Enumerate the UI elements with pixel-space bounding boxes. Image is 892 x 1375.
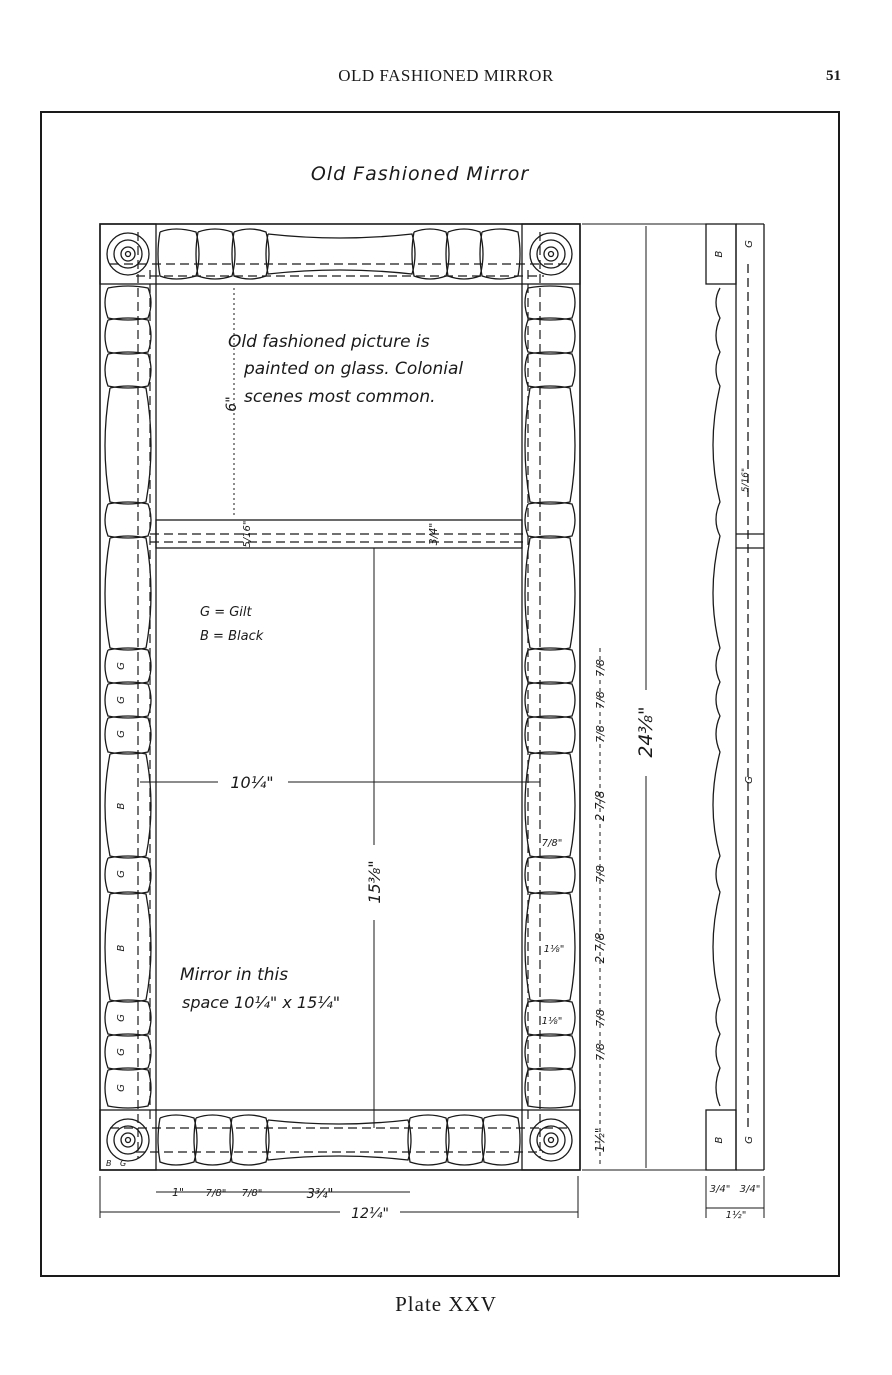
- dim-side-part-6: 2 7/8: [593, 932, 607, 964]
- dim-side-part-2: 7/8: [594, 691, 607, 709]
- dim-side-part-8: 7/8: [594, 1043, 607, 1061]
- dim-rail-a: 5/16": [242, 520, 253, 548]
- dim-bead-width-3: 1⅛": [541, 1016, 563, 1027]
- left-column-mark: G: [116, 870, 127, 878]
- left-column-mark: G: [116, 1048, 127, 1056]
- dim-side-part-4: 2 7/8: [593, 790, 607, 822]
- side-view-mark: G: [744, 776, 755, 784]
- rosette-bottom-left: [107, 1119, 149, 1161]
- plate-border: [41, 112, 839, 1276]
- note-picture-line-1: Old fashioned picture is: [228, 332, 430, 352]
- left-column-turnings: [105, 286, 151, 1108]
- dim-side-part-5: 7/8: [594, 865, 607, 883]
- left-column-mark: G: [116, 696, 127, 704]
- left-column-mark: G: [116, 730, 127, 738]
- dim-side-part-3: 7/8: [594, 725, 607, 743]
- note-mirror-line-2: space 10¼" x 15¼": [182, 993, 341, 1012]
- top-rail-turnings: [158, 229, 520, 279]
- dim-bead-width-2: 1⅛": [543, 944, 565, 955]
- legend-black: B = Black: [200, 629, 264, 644]
- note-picture-line-2: painted on glass. Colonial: [244, 359, 464, 379]
- side-view-mark: G: [744, 1136, 755, 1144]
- corner-mark: G: [120, 1159, 127, 1168]
- legend-gilt: G = Gilt: [200, 605, 252, 620]
- dim-inner-width: 10¼": [230, 773, 274, 792]
- corner-mark: B: [106, 1159, 112, 1168]
- dim-side-view-small: 5/16": [741, 467, 751, 493]
- frame-opening: [156, 284, 522, 1110]
- dim-side-view-3: 1½": [725, 1210, 747, 1221]
- dim-side-part-1: 7/8: [594, 659, 607, 677]
- left-column-mark: B: [116, 802, 127, 810]
- left-column-mark: G: [116, 662, 127, 670]
- running-head: OLD FASHIONED MIRROR: [338, 66, 554, 85]
- drawing-title: Old Fashioned Mirror: [310, 163, 530, 185]
- left-column-mark: B: [116, 944, 127, 952]
- rosette-bottom-right: [530, 1119, 572, 1161]
- dim-rail-b: 3/4": [427, 522, 440, 546]
- dim-bottom-part-1: 1": [171, 1186, 185, 1199]
- dim-bottom-part-2: 7/8": [205, 1188, 227, 1199]
- dim-bottom-part-4: 3¾": [306, 1187, 334, 1202]
- dim-side-view-2: 3/4": [739, 1184, 761, 1195]
- side-view-mark: B: [714, 250, 725, 258]
- side-view: [706, 224, 764, 1170]
- dim-overall-height: 24⅜": [635, 706, 657, 758]
- right-column-turnings: [525, 286, 575, 1108]
- dim-side-part-9: 1½": [593, 1127, 607, 1153]
- bottom-rail-turnings: [158, 1115, 520, 1165]
- rosette-top-right: [530, 233, 572, 275]
- rosette-top-left: [107, 233, 149, 275]
- dim-side-view-1: 3/4": [709, 1184, 731, 1195]
- note-picture-line-3: scenes most common.: [244, 387, 436, 407]
- dim-picture-height: 6": [224, 396, 240, 412]
- side-view-mark: G: [744, 240, 755, 248]
- plate-caption: Plate XXV: [395, 1292, 497, 1316]
- left-column-mark: G: [116, 1084, 127, 1092]
- left-column-mark: G: [116, 1014, 127, 1022]
- dim-bead-width-1: 7/8": [541, 838, 563, 849]
- side-view-mark: B: [714, 1136, 725, 1144]
- dim-bottom-part-3: 7/8": [241, 1188, 263, 1199]
- page-number: 51: [826, 68, 841, 84]
- dim-side-part-7: 7/8: [594, 1009, 607, 1027]
- note-mirror-line-1: Mirror in this: [180, 965, 289, 985]
- dim-overall-width: 12¼": [351, 1206, 389, 1222]
- dim-mirror-height: 15⅜": [365, 860, 384, 904]
